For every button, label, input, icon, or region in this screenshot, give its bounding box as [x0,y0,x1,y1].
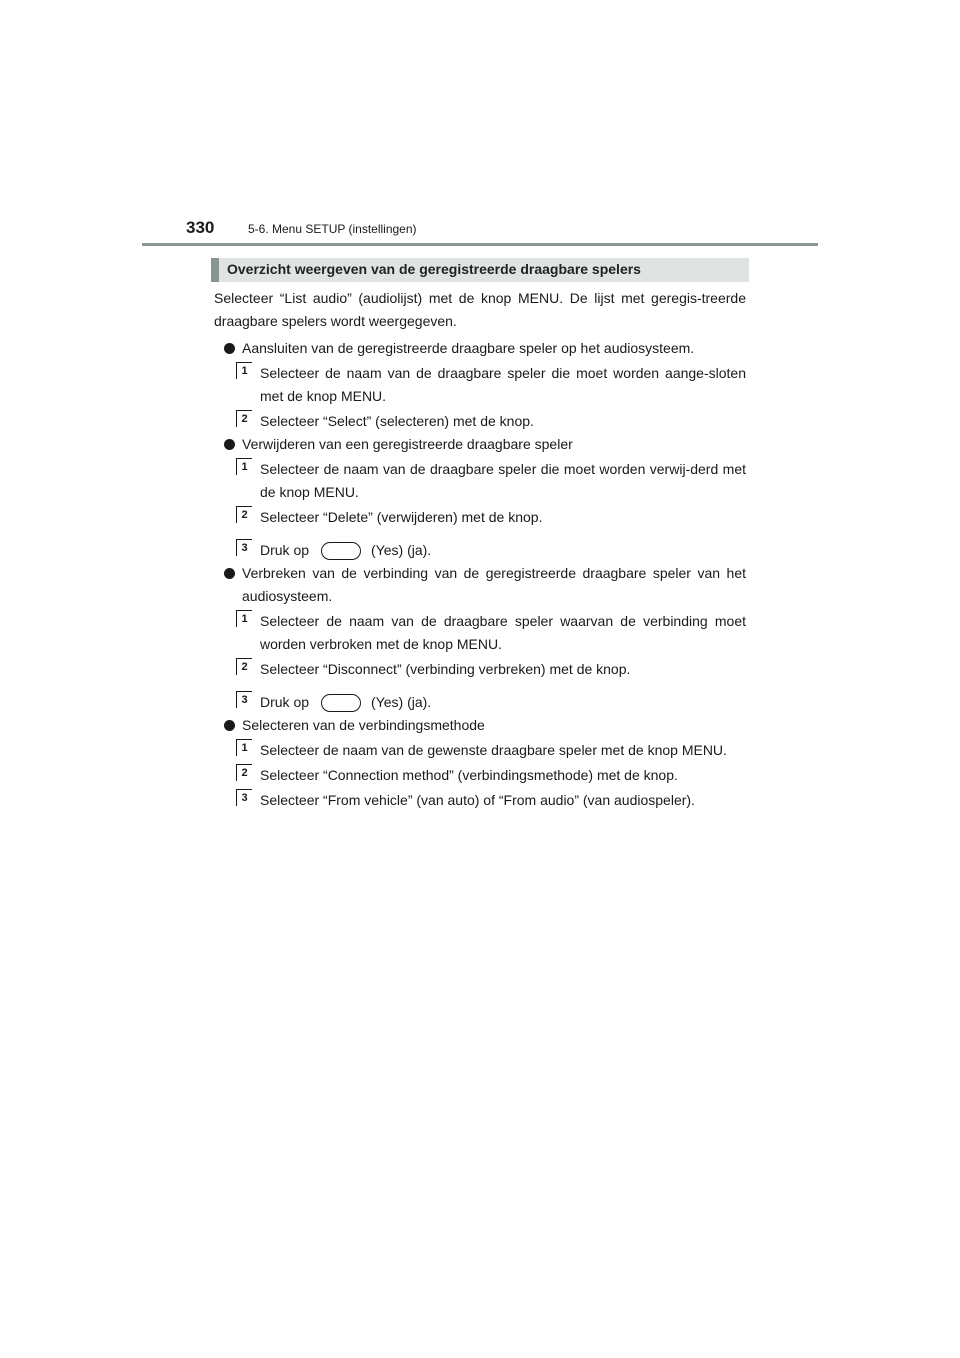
step-number: 2 [236,764,252,781]
bullet-text: Verbreken van de verbinding van de geregistreerde draagbare speler van het audiosysteem. [242,565,746,604]
bullet-text: Verwijderen van een geregistreerde draagbare speler [242,436,573,452]
intro-paragraph: Selecteer “List audio” (audiolijst) met de knop MENU. De lijst met geregis-treerde draagbare spelers wordt weergegeven. [214,290,746,329]
step-item [214,764,746,787]
bullet-item [214,714,746,737]
bullet-item [214,433,746,456]
step-text-after: (Yes) (ja). [371,694,432,710]
step-text: Selecteer “From vehicle” (van auto) of “From audio” (van audiospeler). [260,792,695,808]
bullet-dot-icon [224,568,235,579]
bullet-text: Aansluiten van de geregistreerde draagbare speler op het audiosysteem. [242,340,695,356]
step-text: Selecteer “Delete” (verwijderen) met de knop. [260,509,543,525]
step-item [214,506,746,529]
step-number: 1 [236,458,252,475]
page-number: 330 [186,218,215,237]
content [214,287,746,812]
step-item [214,410,746,433]
yes-button-icon [321,542,361,560]
bullet-text: Selecteren van de verbindingsmethode [242,717,485,733]
step-number: 3 [236,539,252,556]
step-number: 1 [236,610,252,627]
bullet-item [214,562,746,608]
step-item [214,691,746,714]
step-item [214,658,746,681]
step-text-after: (Yes) (ja). [371,542,432,558]
bullet-dot-icon [224,720,235,731]
step-text: Selecteer “Disconnect” (verbinding verbreken) met de knop. [260,661,631,677]
step-item [214,458,746,504]
step-number: 3 [236,691,252,708]
step-number: 2 [236,410,252,427]
page-header [186,218,826,244]
step-text: Selecteer “Select” (selecteren) met de knop. [260,413,534,429]
step-text: Selecteer de naam van de gewenste draagbare speler met de knop MENU. [260,742,727,758]
step-text: Selecteer de naam van de draagbare speler die moet worden verwij-derd met de knop MENU. [260,461,746,500]
bullet-item [214,337,746,360]
step-number: 3 [236,789,252,806]
step-number: 1 [236,739,252,756]
header-rule [142,243,818,246]
step-item [214,539,746,562]
box-heading-text: Overzicht weergeven van de geregistreerde draagbare spelers [227,261,641,277]
box-heading [211,258,749,282]
step-number: 2 [236,506,252,523]
bullet-dot-icon [224,439,235,450]
step-number: 1 [236,362,252,379]
step-text: Selecteer de naam van de draagbare speler waarvan de verbinding moet worden verbroken met de knop MENU. [260,613,746,652]
bullet-dot-icon [224,343,235,354]
step-item [214,789,746,812]
yes-button-icon [321,694,361,712]
step-text-before: Druk op [260,542,310,558]
step-item [214,739,746,762]
step-number: 2 [236,658,252,675]
section-title: 5-6. Menu SETUP (instellingen) [248,222,417,236]
step-text: Selecteer “Connection method” (verbindingsmethode) met de knop. [260,767,678,783]
step-item [214,362,746,408]
step-text: Selecteer de naam van de draagbare speler die moet worden aange-sloten met de knop MENU. [260,365,746,404]
step-item [214,610,746,656]
step-text-before: Druk op [260,694,310,710]
